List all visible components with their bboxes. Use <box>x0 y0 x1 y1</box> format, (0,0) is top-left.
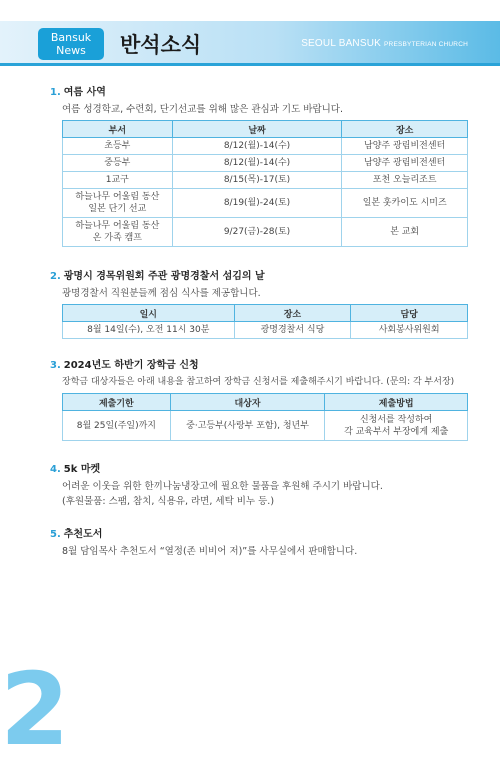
section-title-text: 추천도서 <box>63 529 103 540</box>
table-header: 제출방법 <box>325 394 468 411</box>
table-cell: 본 교회 <box>342 218 468 247</box>
table-row <box>63 155 468 172</box>
section-number: 3. <box>50 360 61 371</box>
table-cell: 8/19(월)-24(토) <box>172 189 342 218</box>
section-title-text: 5k 마켓 <box>63 464 101 475</box>
section-summer-ministry <box>50 86 468 247</box>
summer-table <box>62 120 468 247</box>
section-title <box>50 270 468 284</box>
table-header-row <box>63 394 468 411</box>
table-row <box>63 172 468 189</box>
badge-line2: News <box>56 44 86 57</box>
section-text: 여름 성경학교, 수련회, 단기선교를 위해 많은 관심과 기도 바랍니다. <box>62 104 343 115</box>
section-5k-market <box>50 463 468 509</box>
scholarship-table <box>62 393 468 441</box>
section-title-text: 여름 사역 <box>63 87 106 98</box>
section-title <box>50 528 468 542</box>
table-header-row <box>63 305 468 322</box>
section-title <box>50 359 468 373</box>
table-header: 제출기한 <box>63 394 171 411</box>
table-cell: 하늘나무 어울림 동산 온 가족 캠프 <box>63 218 173 247</box>
table-cell: 신청서를 작성하여 각 교육부서 부장에게 제출 <box>325 411 468 441</box>
table-header: 일시 <box>63 305 235 322</box>
section-number: 1. <box>50 87 61 98</box>
section-text: 광명경찰서 직원분들께 점심 식사를 제공합니다. <box>62 288 261 299</box>
section-title <box>50 86 468 100</box>
table-header: 부서 <box>63 121 173 138</box>
table-header: 날짜 <box>172 121 342 138</box>
table-row <box>63 322 468 339</box>
table-row <box>63 218 468 247</box>
table-cell: 중등부 <box>63 155 173 172</box>
church-sub: PRESBYTERIAN CHURCH <box>384 41 468 48</box>
table-header: 장소 <box>342 121 468 138</box>
church-main: SEOUL BANSUK <box>301 38 382 49</box>
table-row <box>63 411 468 441</box>
section-number: 5. <box>50 529 61 540</box>
table-header-row <box>63 121 468 138</box>
table-cell: 중·고등부(사랑부 포함), 청년부 <box>170 411 325 441</box>
page-title: 반석소식 <box>120 33 202 57</box>
church-name <box>301 38 468 49</box>
table-cell: 9/27(금)-28(토) <box>172 218 342 247</box>
section-scholarship <box>50 359 468 441</box>
header-rule <box>0 63 500 66</box>
table-cell: 포천 오늘리조트 <box>342 172 468 189</box>
section-police-service <box>50 270 468 339</box>
table-cell: 남양주 광림비전센터 <box>342 155 468 172</box>
section-recommended-book <box>50 528 468 559</box>
section-number: 4. <box>50 464 61 475</box>
table-row <box>63 189 468 218</box>
table-header: 장소 <box>234 305 351 322</box>
section-text: (후원물품: 스팸, 참치, 식용유, 라면, 세탁 비누 등.) <box>62 496 275 507</box>
table-header: 담당 <box>351 305 468 322</box>
table-cell: 8/15(목)-17(토) <box>172 172 342 189</box>
section-text: 장학금 대상자들은 아래 내용을 참고하여 장학금 신청서를 제출해주시기 바랍니다. (문의: 각 부서장) <box>62 377 455 387</box>
table-cell: 8/12(월)-14(수) <box>172 155 342 172</box>
table-cell: 8월 14일(수), 오전 11시 30분 <box>63 322 235 339</box>
badge-line1: Bansuk <box>50 31 92 44</box>
section-text: 8월 담임목사 추천도서 “열정(존 비비어 저)”를 사무실에서 판매합니다. <box>62 546 358 557</box>
table-cell: 1교구 <box>63 172 173 189</box>
section-title-text: 광명시 경목위원회 주관 광명경찰서 섬김의 날 <box>63 271 265 282</box>
table-cell: 일본 훗카이도 시미즈 <box>342 189 468 218</box>
news-badge <box>38 28 104 60</box>
table-cell: 남양주 광림비전센터 <box>342 138 468 155</box>
section-text: 어려운 이웃을 위한 한끼나눔냉장고에 필요한 물품을 후원해 주시기 바랍니다. <box>62 481 383 492</box>
table-row <box>63 138 468 155</box>
table-header: 대상자 <box>170 394 325 411</box>
table-cell: 8월 25일(주일)까지 <box>63 411 171 441</box>
police-table <box>62 304 468 339</box>
table-cell: 8/12(월)-14(수) <box>172 138 342 155</box>
table-cell: 광명경찰서 식당 <box>234 322 351 339</box>
section-title-text: 2024년도 하반기 장학금 신청 <box>63 360 199 371</box>
page-number: 2 <box>0 651 70 768</box>
section-title <box>50 463 468 477</box>
table-cell: 초등부 <box>63 138 173 155</box>
section-number: 2. <box>50 271 61 282</box>
table-cell: 사회봉사위원회 <box>351 322 468 339</box>
table-cell: 하늘나무 어울림 동산 일본 단기 선교 <box>63 189 173 218</box>
